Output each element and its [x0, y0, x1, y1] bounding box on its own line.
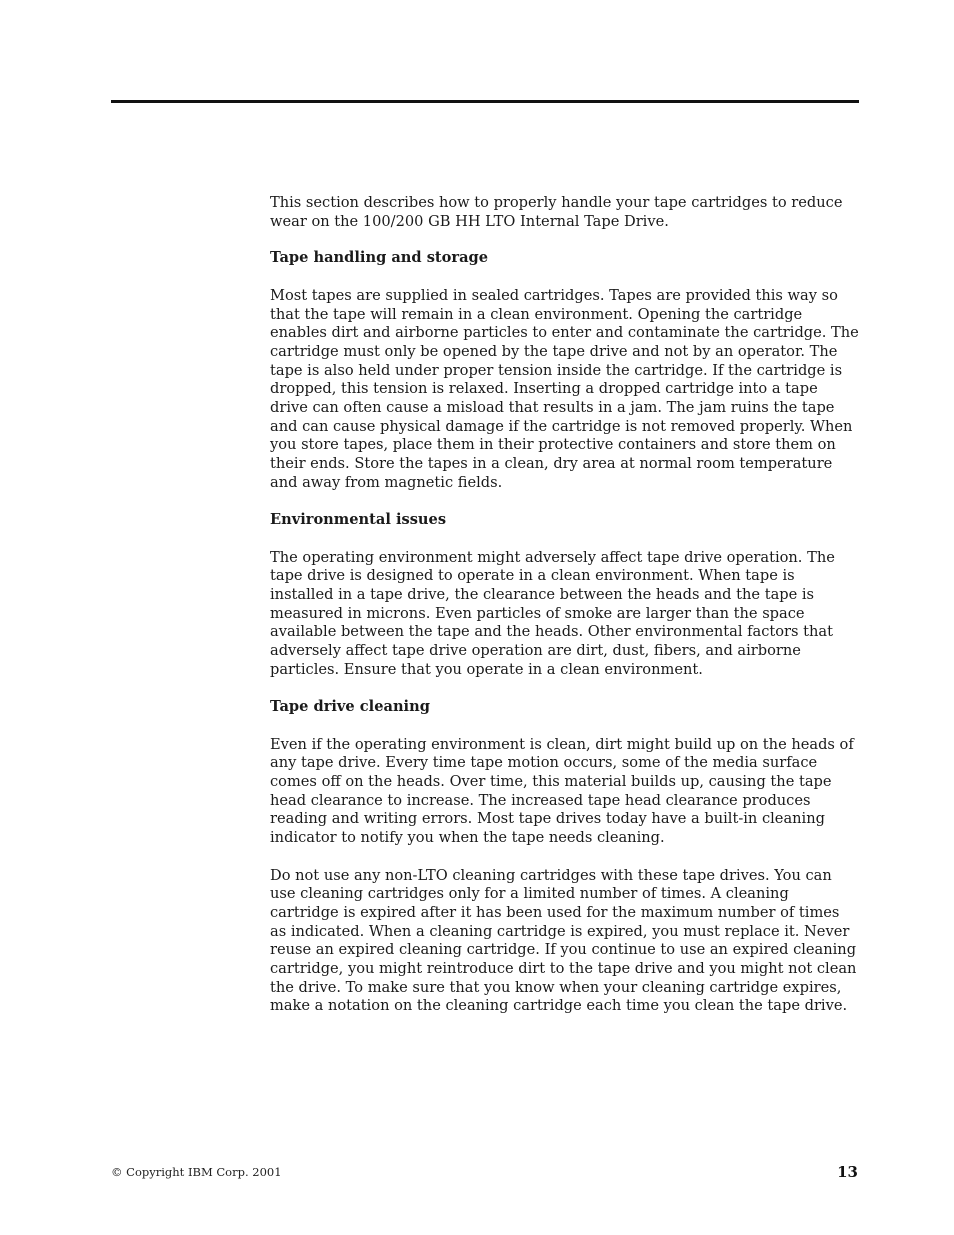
section-heading-tape-handling: Tape handling and storage [270, 249, 489, 267]
copyright-notice: © Copyright IBM Corp. 2001 [111, 1165, 282, 1179]
intro-paragraph: This section describes how to properly handle your tape cartridges to reduce wear on the 100/200 GB HH LTO Internal Tape Drive. [270, 194, 843, 230]
section-heading-cleaning: Tape drive cleaning [270, 698, 430, 716]
page-body [270, 194, 860, 1035]
section-heading-environmental: Environmental issues [270, 511, 447, 529]
header-rule [111, 100, 859, 103]
page-number: 13 [837, 1163, 858, 1181]
cleaning-paragraph-1: Even if the operating environment is clean, dirt might build up on the heads of any tape drive. Every time tape motion occurs, some of the media surface comes off on the heads. Over time, this material builds up, causing the tape head clearance to increase. The increased tape head clearance produces reading and writing errors. Most tape drives today have a built-in cleaning indicator to notify you when the tape needs cleaning. [270, 735, 854, 847]
environmental-paragraph: The operating environment might adversely affect tape drive operation. The tape drive is designed to operate in a clean environment. When tape is installed in a tape drive, the clearance between the heads and the tape is measured in microns. Even particles of smoke are larger than the space available between the tape and the heads. Other environmental factors that adversely affect tape drive operation are dirt, dust, fibers, and airborne particles. Ensure that you operate in a clean environment. [270, 548, 835, 678]
cleaning-paragraph-2: Do not use any non-LTO cleaning cartridges with these tape drives. You can use cleaning cartridges only for a limited number of times. A cleaning cartridge is expired after it has been used for the maximum number of times as indicated. When a cleaning cartridge is expired, you must replace it. Never reuse an expired cleaning cartridge. If you continue to use an expired cleaning cartridge, you might reintroduce dirt to the tape drive and you might not clean the drive. To make sure that you know when your cleaning cartridge expires, make a notation on the cleaning cartridge each time you clean the tape drive. [270, 866, 857, 1015]
tape-handling-paragraph: Most tapes are supplied in sealed cartridges. Tapes are provided this way so that the tape will remain in a clean environment. Opening the cartridge enables dirt and airborne particles to enter and contaminate the cartridge. The cartridge must only be opened by the tape drive and not by an operator. The tape is also held under proper tension inside the cartridge. If the cartridge is dropped, this tension is relaxed. Inserting a dropped cartridge into a tape drive can often cause a misload that results in a jam. The jam ruins the tape and can cause physical damage if the cartridge is not removed properly. When you store tapes, place them in their protective containers and store them on their ends. Store the tapes in a clean, dry area at normal room temperature and away from magnetic fields. [270, 286, 859, 491]
